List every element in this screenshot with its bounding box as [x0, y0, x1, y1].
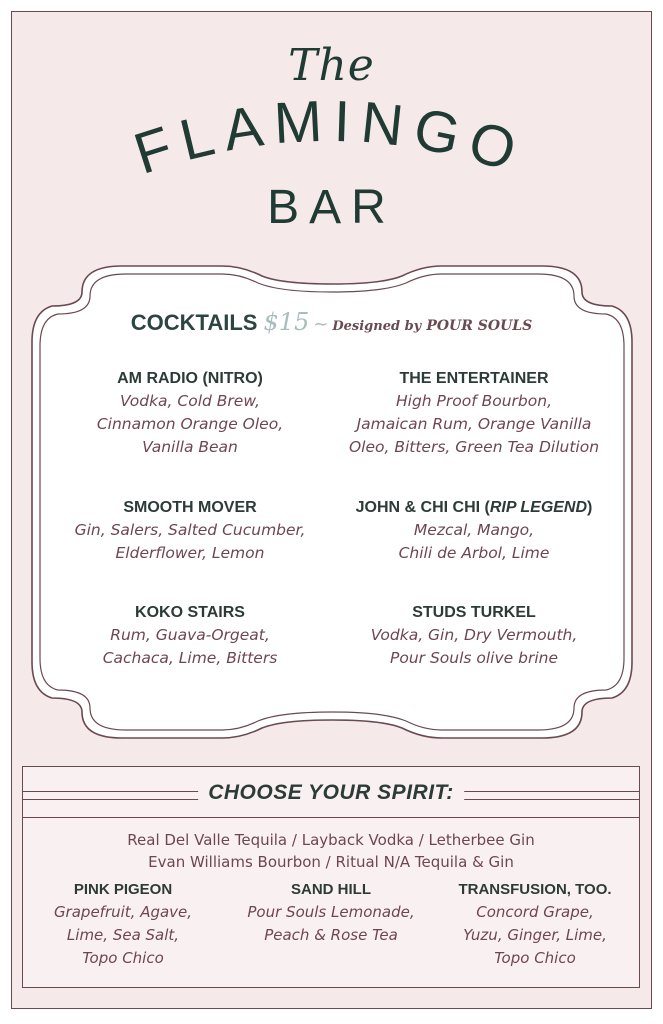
mixer-ingredients-line: Grapefruit, Agave,: [53, 903, 193, 921]
spirit-options-line: Real Del Valle Tequila / Layback Vodka / Letherbee Gin: [127, 831, 535, 849]
drink-the-entertainer: [324, 368, 624, 459]
cocktails-heading: [0, 308, 663, 336]
mixer-transfusion-too: [435, 879, 635, 970]
mixer-ingredients-line: Peach & Rose Tea: [264, 926, 398, 944]
drink-name: THE ENTERTAINER: [399, 370, 549, 387]
drink-ingredients-line: High Proof Bourbon,: [395, 392, 552, 410]
drink-am-radio: [40, 368, 340, 459]
drink-name: SMOOTH MOVER: [123, 499, 257, 516]
drink-john-and-chi-chi: [324, 497, 624, 565]
drink-ingredients-line: Cachaca, Lime, Bitters: [102, 649, 278, 667]
choose-spirit-title: CHOOSE YOUR SPIRIT:: [198, 781, 464, 805]
section-divider: [23, 817, 639, 818]
drink-name: [324, 497, 624, 519]
drink-studs-turkel: [324, 602, 624, 670]
title-the: The: [288, 40, 375, 91]
drink-name: STUDS TURKEL: [412, 604, 536, 621]
mixer-ingredients-line: Topo Chico: [82, 949, 164, 967]
cocktails-title: COCKTAILS: [130, 310, 258, 335]
mixer-name: SAND HILL: [291, 881, 371, 898]
mixer-ingredients-line: Pour Souls Lemonade,: [247, 903, 415, 921]
cocktails-price: $15: [263, 308, 310, 336]
mixer-name: TRANSFUSION, TOO.: [458, 881, 612, 898]
mixer-ingredients-line: Lime, Sea Salt,: [66, 926, 180, 944]
mixer-ingredients-line: Yuzu, Ginger, Lime,: [463, 926, 607, 944]
drink-ingredients-line: Cinnamon Orange Oleo,: [96, 415, 284, 433]
drink-ingredients-line: Pour Souls olive brine: [389, 649, 559, 667]
drink-ingredients-line: Elderflower, Lemon: [115, 544, 265, 562]
designer-name: POUR SOULS: [426, 318, 533, 334]
choose-spirit-box: [22, 766, 640, 988]
drink-ingredients-line: Vodka, Gin, Dry Vermouth,: [370, 626, 578, 644]
drink-ingredients-line: Oleo, Bitters, Green Tea Dilution: [348, 438, 600, 456]
mixer-sand-hill: [231, 879, 431, 947]
drink-koko-stairs: [40, 602, 340, 670]
drink-ingredients-line: Chili de Arbol, Lime: [398, 544, 550, 562]
drink-name: KOKO STAIRS: [135, 604, 245, 621]
heading-separator: ~: [313, 314, 329, 335]
mixer-ingredients-line: Topo Chico: [494, 949, 576, 967]
spirit-options: [23, 829, 639, 873]
mixer-name: PINK PIGEON: [73, 881, 173, 898]
spirit-options-line: Evan Williams Bourbon / Ritual N/A Tequila & Gin: [148, 853, 514, 871]
drink-smooth-mover: [40, 497, 340, 565]
drink-name-note: RIP LEGEND: [489, 499, 588, 516]
title-flamingo-text: FLAMINGO: [126, 100, 534, 187]
drink-ingredients-line: Vanilla Bean: [142, 438, 238, 456]
title-bar: BAR: [267, 181, 396, 234]
drink-name-main: JOHN & CHI CHI (: [355, 499, 490, 516]
drink-ingredients-line: Jamaican Rum, Orange Vanilla: [356, 415, 592, 433]
mixer-ingredients-line: Concord Grape,: [476, 903, 594, 921]
drink-name: AM RADIO (NITRO): [117, 370, 263, 387]
choose-spirit-heading: [23, 781, 639, 811]
drink-ingredients-line: Rum, Guava-Orgeat,: [110, 626, 270, 644]
drink-ingredients-line: Gin, Salers, Salted Cucumber,: [74, 521, 306, 539]
mixer-pink-pigeon: [23, 879, 223, 970]
drink-name-close: ): [587, 499, 593, 516]
drink-ingredients-line: Vodka, Cold Brew,: [120, 392, 260, 410]
drink-ingredients-line: Mezcal, Mango,: [413, 521, 535, 539]
designed-by-label: Designed by: [332, 319, 422, 334]
svg-text:FLAMINGO: [127, 100, 534, 187]
